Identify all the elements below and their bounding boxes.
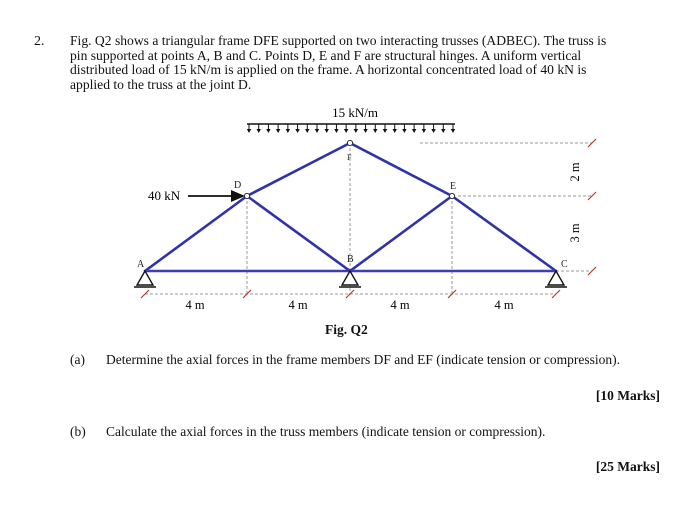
load-arrow-head-icon bbox=[383, 129, 387, 133]
part-a-marks: [10 Marks] bbox=[595, 388, 660, 403]
member-BE bbox=[350, 196, 452, 271]
load-arrow-head-icon bbox=[363, 129, 367, 133]
load-arrow-head-icon bbox=[295, 129, 299, 133]
node-label-D: D bbox=[234, 180, 242, 191]
load-arrow-head-icon bbox=[354, 129, 358, 133]
member-DF bbox=[247, 143, 350, 196]
node-label-A: A bbox=[137, 259, 145, 270]
member-FE bbox=[350, 143, 452, 196]
hinge-D bbox=[244, 193, 249, 198]
figure-caption: Fig. Q2 bbox=[325, 322, 368, 337]
node-label-E: E bbox=[450, 181, 457, 192]
question-number: 2. bbox=[34, 34, 45, 49]
intro-line-3: distributed load of 15 kN/m is applied on the frame. A horizontal concentrated load of 40 kN is bbox=[70, 62, 587, 78]
load-arrow-head-icon bbox=[373, 129, 377, 133]
distributed-load bbox=[247, 124, 455, 133]
load-arrow-head-icon bbox=[344, 129, 348, 133]
member-AD bbox=[145, 196, 247, 271]
part-a-text: Determine the axial forces in the frame members DF and EF (indicate tension or compression). bbox=[106, 352, 620, 367]
intro-line-1: Fig. Q2 shows a triangular frame DFE supported on two interacting trusses (ADBEC). The truss is bbox=[70, 33, 607, 48]
load-arrow-head-icon bbox=[441, 129, 445, 133]
pin-support-C-icon bbox=[545, 271, 567, 287]
load-arrow-head-icon bbox=[393, 129, 397, 133]
load-arrow-head-icon bbox=[315, 129, 319, 133]
node-label-B: B bbox=[347, 254, 354, 265]
load-arrow-head-icon bbox=[402, 129, 406, 133]
member-DB bbox=[247, 196, 350, 271]
load-arrow-head-icon bbox=[247, 129, 251, 133]
vertical-dimension bbox=[588, 139, 596, 275]
hinge-F bbox=[347, 140, 352, 145]
pin-support-A-icon bbox=[134, 271, 156, 287]
node-label-C: C bbox=[561, 259, 568, 270]
point-load-arrow bbox=[188, 190, 245, 202]
span-label-1: 4 m bbox=[185, 298, 205, 312]
span-label-2: 4 m bbox=[288, 298, 308, 312]
load-arrow-head-icon bbox=[276, 129, 280, 133]
part-b-marks: [25 Marks] bbox=[595, 459, 660, 474]
point-load-label: 40 kN bbox=[148, 188, 181, 203]
vertical-dim-3m: 3 m bbox=[568, 223, 582, 243]
distributed-load-label: 15 kN/m bbox=[332, 105, 378, 120]
load-arrow-head-icon bbox=[334, 129, 338, 133]
part-a-label: (a) bbox=[70, 352, 85, 367]
span-label-3: 4 m bbox=[390, 298, 410, 312]
hinge-E bbox=[449, 193, 454, 198]
part-b-label: (b) bbox=[70, 424, 86, 439]
load-arrow-head-icon bbox=[451, 129, 455, 133]
pin-supports bbox=[134, 271, 567, 287]
vertical-dim-2m: 2 m bbox=[568, 162, 582, 182]
span-label-4: 4 m bbox=[494, 298, 514, 312]
load-arrow-head-icon bbox=[286, 129, 290, 133]
member-EC bbox=[452, 196, 556, 271]
intro-line-2: pin supported at points A, B and C. Points D, E and F are structural hinges. A uniform vertical bbox=[70, 47, 582, 63]
load-arrow-head-icon bbox=[325, 129, 329, 133]
intro-line-4: applied to the truss at the joint D. bbox=[70, 76, 252, 92]
part-b-text: Calculate the axial forces in the truss members (indicate tension or compression). bbox=[106, 424, 546, 439]
load-arrow-head-icon bbox=[422, 129, 426, 133]
load-arrow-head-icon bbox=[266, 129, 270, 133]
load-arrow-head-icon bbox=[412, 129, 416, 133]
load-arrow-head-icon bbox=[305, 129, 309, 133]
load-arrow-head-icon bbox=[257, 129, 261, 133]
members bbox=[145, 143, 556, 271]
node-label-F: F bbox=[347, 153, 352, 162]
load-arrow-head-icon bbox=[431, 129, 435, 133]
pin-support-B-icon bbox=[339, 271, 361, 287]
